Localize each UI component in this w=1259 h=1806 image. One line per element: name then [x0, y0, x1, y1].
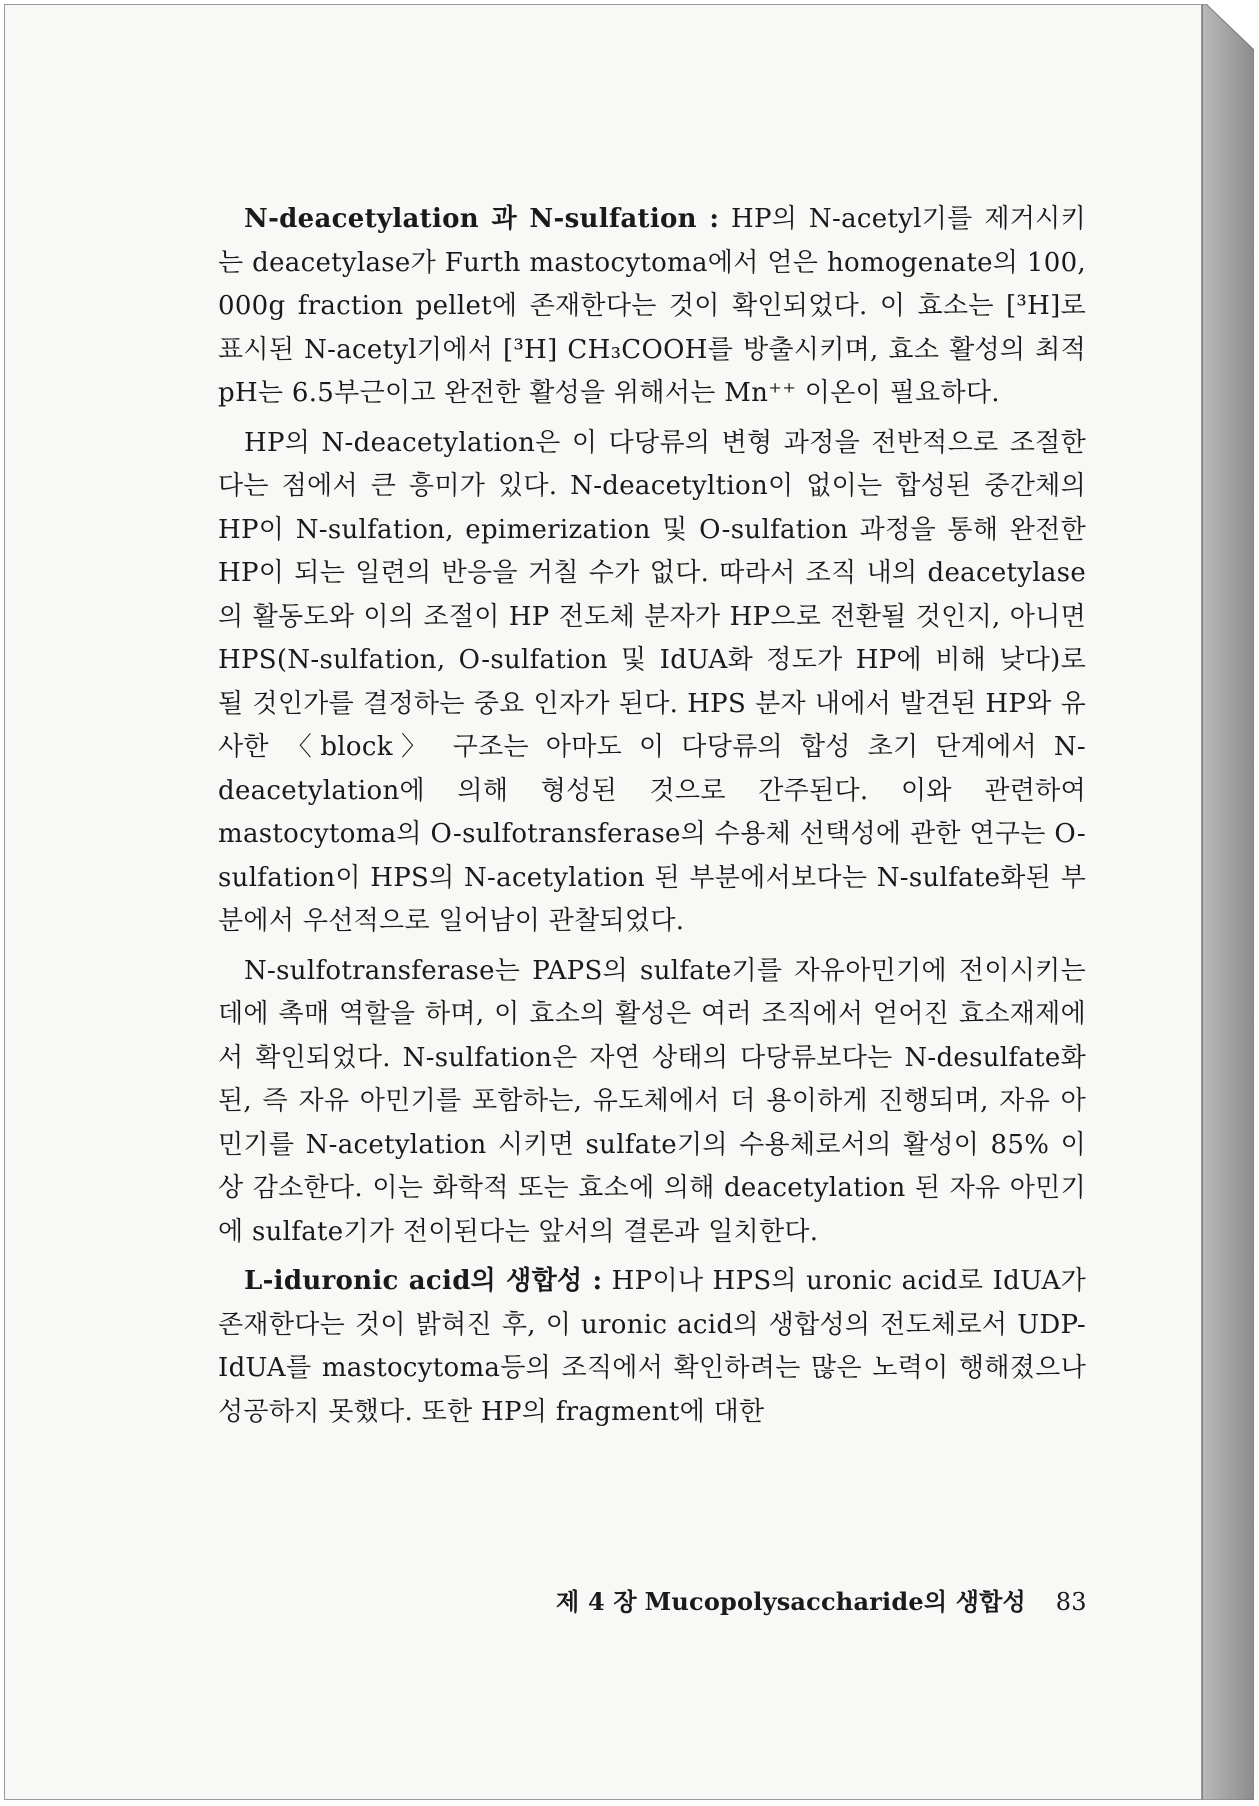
- paragraph-text: HP의 N-deacetylation은 이 다당류의 변형 과정을 전반적으로 조절한다는 점에서 큰 흥미가 있다. N-deacetyltion이 없이는 합성된 중간체의 HP이 N-sulfation, epimerization 및 O-sulfation 과정을 통해 완전한 HP이 되는 일련의 반응을 거칠 수가 없다. 따라서 조직 내의 deacetylase의 활동도와 이의 조절이 HP 전도체 분자가 HP으로 전환될 것인지, 아니면 HPS(N-sulfation, O-sulfation 및 IdUA화 정도가 HP에 비해 낮다)로 될 것인가를 결정하는 중요 인자가 된다. HPS 분자 내에서 발견된 HP와 유사한 〈block〉 구조는 아마도 이 다당류의 합성 초기 단계에서 N-deacetylation에 의해 형성된 것으로 간주된다. 이와 관련하여 mastocytoma의 O-sulfotransferase의 수용체 선택성에 관한 연구는 O-sulfation이 HPS의 N-acetylation 된 부분에서보다는 N-sulfate화된 부분에서 우선적으로 일어남이 관찰되었다.: [218, 427, 1086, 936]
- paragraph-l-iduronic-acid: [218, 1260, 1086, 1434]
- running-footer: [556, 1582, 1087, 1617]
- page-stack-edge: [1202, 4, 1254, 1800]
- paragraph-hp-deacetylation: [218, 422, 1086, 944]
- footer-title: Mucopolysaccharide의 생합성: [644, 1587, 1026, 1616]
- section-heading: N-deacetylation 과 N-sulfation :: [244, 204, 720, 234]
- footer-chapter: 제 4 장: [556, 1587, 637, 1616]
- page-number: 83: [1055, 1588, 1087, 1616]
- section-heading: L-iduronic acid의 생합성 :: [244, 1266, 603, 1296]
- paragraph-n-deacetylation: [218, 198, 1086, 416]
- paragraph-text: HP이나 HPS의 uronic acid로 IdUA가 존재한다는 것이 밝혀진 후, 이 uronic acid의 생합성의 전도체로서 UDP-IdUA를 mastocytoma등의 조직에서 확인하려는 많은 노력이 행해졌으나 성공하지 못했다. 또한 HP의 fragment에 대한: [218, 1266, 1086, 1427]
- paragraph-text: HP의 N-acetyl기를 제거시키는 deacetylase가 Furth mastocytoma에서 얻은 homogenate의 100, 000g fraction pellet에 존재한다는 것이 확인되었다. 이 효소는 [³H]로 표시된 N-acetyl기에서 [³H] CH₃COOH를 방출시키며, 효소 활성의 최적 pH는 6.5부근이고 완전한 활성을 위해서는 Mn⁺⁺ 이온이 필요하다.: [218, 204, 1086, 408]
- paragraph-text: N-sulfotransferase는 PAPS의 sulfate기를 자유아민기에 전이시키는 데에 촉매 역할을 하며, 이 효소의 활성은 여러 조직에서 얻어진 효소재제에서 확인되었다. N-sulfation은 자연 상태의 다당류보다는 N-desulfate화 된, 즉 자유 아민기를 포함하는, 유도체에서 더 용이하게 진행되며, 자유 아민기를 N-acetylation 시키면 sulfate기의 수용체로서의 활성이 85% 이상 감소한다. 이는 화학적 또는 효소에 의해 deacetylation 된 자유 아민기에 sulfate기가 전이된다는 앞서의 결론과 일치한다.: [218, 955, 1086, 1247]
- paragraph-n-sulfotransferase: [218, 950, 1086, 1255]
- page-body: [218, 198, 1086, 1434]
